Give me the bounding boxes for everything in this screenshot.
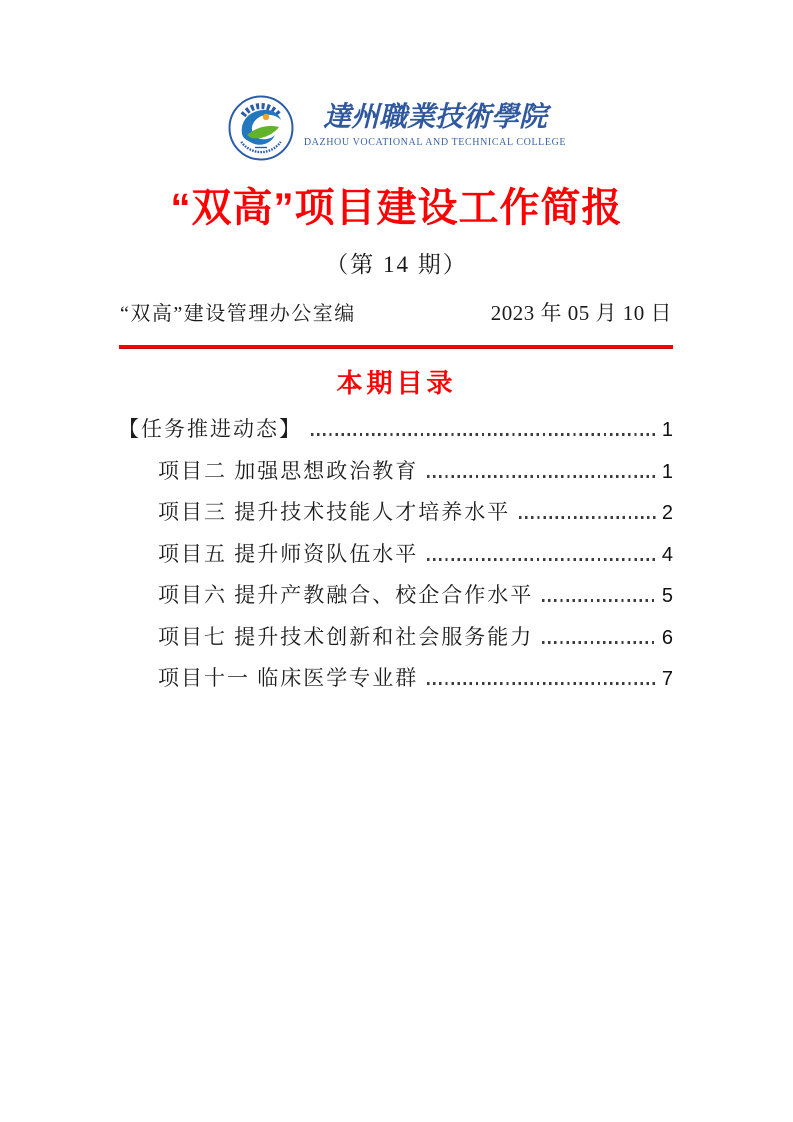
- college-logo: [0, 94, 793, 162]
- toc-entry-project-5[interactable]: [118, 529, 673, 571]
- bulletin-title: “双高”项目建设工作简报: [170, 186, 623, 230]
- college-emblem-icon: [227, 94, 295, 162]
- toc-dot-leader: [519, 516, 658, 519]
- toc-dot-leader: [427, 682, 658, 685]
- toc-entry-project-6[interactable]: [118, 570, 673, 612]
- toc-entry-page: 1: [661, 419, 673, 441]
- toc-entry-label: 项目七 提升技术创新和社会服务能力: [158, 624, 534, 649]
- toc-entry-project-3[interactable]: [118, 487, 673, 529]
- toc-entry-project-7[interactable]: [118, 612, 673, 654]
- toc-entry-label: 项目十一 临床医学专业群: [158, 666, 419, 690]
- toc-entry-label: 【任务推进动态】: [118, 417, 302, 441]
- issue-number: （第 14 期）: [325, 252, 468, 277]
- college-name-block: [304, 94, 566, 148]
- toc-entry-page: 6: [661, 626, 673, 649]
- toc-entry-label: 项目二 加强思想政治教育: [158, 458, 419, 483]
- publish-date: 2023 年 05 月 10 日: [490, 301, 672, 325]
- meta-row: [120, 297, 672, 327]
- toc-entry-page: 5: [661, 585, 673, 607]
- table-of-contents: [118, 404, 673, 695]
- toc-entry-label: 项目三 提升技术技能人才培养水平: [158, 500, 511, 524]
- college-name-english: DAZHOU VOCATIONAL AND TECHNICAL COLLEGE: [303, 136, 567, 148]
- toc-dot-leader: [542, 599, 658, 602]
- toc-heading: 本期目录: [336, 369, 457, 398]
- editor-label: “双高”建设管理办公室编: [120, 303, 356, 325]
- toc-dot-leader: [427, 475, 658, 478]
- toc-dot-leader: [427, 558, 658, 561]
- college-name-calligraphy: 達州職業技術學院: [322, 100, 547, 133]
- toc-entry-project-2[interactable]: [118, 446, 673, 488]
- toc-entry-page: 2: [661, 502, 673, 524]
- toc-entry-page: 4: [661, 543, 673, 566]
- toc-entry-page: 1: [661, 460, 673, 483]
- toc-entry-project-11[interactable]: [118, 653, 673, 695]
- toc-entry-label: 项目六 提升产教融合、校企合作水平: [158, 583, 534, 607]
- toc-entry-label: 项目五 提升师资队伍水平: [158, 541, 419, 566]
- red-divider-rule: [119, 345, 673, 349]
- toc-dot-leader: [311, 433, 658, 436]
- toc-entry-tasks-progress[interactable]: [118, 404, 673, 446]
- toc-entry-page: 7: [661, 668, 673, 690]
- toc-dot-leader: [542, 641, 658, 644]
